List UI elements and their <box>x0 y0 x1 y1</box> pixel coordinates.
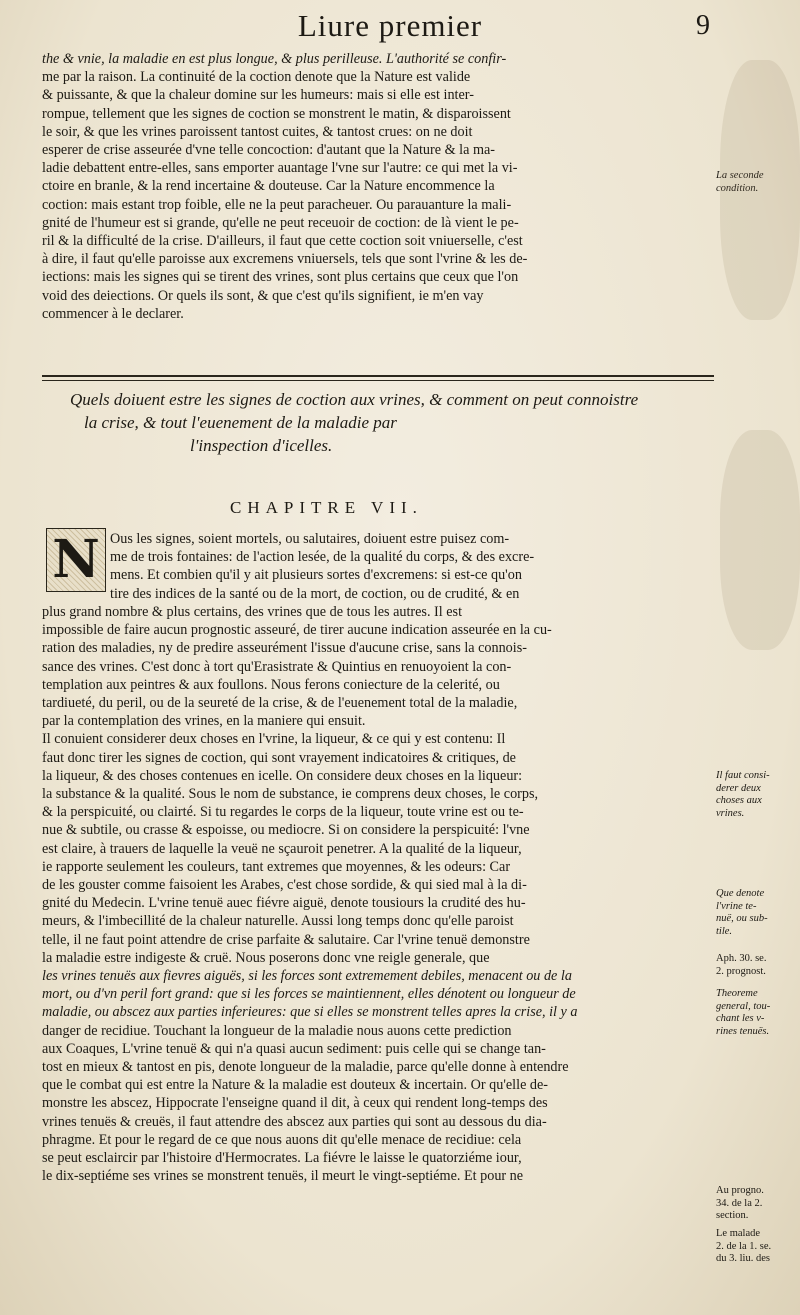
margin-note <box>716 888 798 938</box>
text-line: gnité de l'humeur est si grande, qu'elle ne peut receuoir de coction: de là vient le pe- <box>42 214 519 231</box>
text-line: vrines tenuës & creuës, il faut attendre des abscez aux parties qui sont au dessous du dia- <box>42 1113 547 1130</box>
text-line: que le combat qui est entre la Nature & la maladie est douteux & incertain. Or qu'elle de- <box>42 1077 549 1094</box>
text-line: nue & subtile, ou crasse & espoisse, ou mediocre. Si on considere la perspicuité: l'vne <box>42 822 530 839</box>
page-number: 9 <box>696 10 710 41</box>
text-line: sance des vrines. C'est donc à tort qu'Erasistrate & Quintius en renuoyoient la con- <box>42 658 512 675</box>
text-line: the & vnie, la maladie en est plus longue, & plus perilleuse. L'authorité se confir- <box>42 51 507 67</box>
text-line: me par la raison. La continuité de la coction denote que la Nature est valide <box>42 69 471 86</box>
text-line: ctoire en branle, & la rend incertaine & douteuse. Car la Nature encommence la <box>42 178 495 195</box>
text-line: monstre les abscez, Hippocrate l'enseigne quand il dit, à ceux qui rendent long-temps des <box>42 1095 548 1112</box>
margin-note <box>716 1228 798 1266</box>
margin-note-line: l'vrine te- <box>716 900 757 912</box>
margin-note-line: du 3. liu. des <box>716 1253 770 1264</box>
text-line: & puissante, & que la chaleur domine sur les humeurs: mais si elle est inter- <box>42 87 474 104</box>
text-line: coction: mais estant trop foible, elle ne la peut paracheuer. Ou parauanture la mali- <box>42 196 512 213</box>
margin-note-line: general, tou- <box>716 1000 771 1012</box>
text-line: ladie debattent entre-elles, sans emporter auantage l'vne sur l'autre: ce qui met la vi- <box>42 160 518 177</box>
text-line: danger de recidiue. Touchant la longueur de la maladie nous auons cette prediction <box>42 1022 512 1039</box>
section-rule <box>42 375 714 377</box>
text-line: mort, ou d'vn peril fort grand: que si les forces se maintiennent, elles dénotent ou longueur de <box>42 986 576 1003</box>
chapter-heading-line: l'inspection d'icelles. <box>190 436 333 455</box>
text-line: ration des maladies, ny de predire asseurément l'issue d'aucune crise, sans la connois- <box>42 640 527 657</box>
text-line: ie rapporte seulement les couleurs, tant extremes que moyennes, & les odeurs: Car <box>42 858 511 875</box>
text-line: templation aux peintres & aux foullons. Nous ferons coniecture de la celerité, ou <box>42 676 500 693</box>
text-line: meurs, & l'imbecillité de la chaleur naturelle. Aussi long temps donc qu'elle paroist <box>42 913 514 930</box>
initial-letter: N <box>52 529 100 590</box>
margin-note-line: section. <box>716 1210 749 1221</box>
margin-note-line: Au progno. <box>716 1185 764 1196</box>
text-line: la substance & la qualité. Sous le nom de substance, ie comprens deux choses, le corps, <box>42 786 539 803</box>
chapter-opening <box>110 530 704 603</box>
text-line: est claire, à trauers de laquelle la veuë ne sçauroit penetrer. A la qualité de la liqueur, <box>42 840 522 857</box>
text-line: le soir, & que les vrines paroissent tantost cuites, & tantost crues: on ne doit <box>42 123 473 140</box>
margin-note-line: nuë, ou sub- <box>716 913 768 924</box>
margin-note <box>716 770 798 820</box>
margin-note-line: 2. prognost. <box>716 965 766 977</box>
text-line: à dire, il faut qu'elle paroisse aux excremens vniuersels, tels que sont l'vrine & les de- <box>42 251 528 268</box>
text-line: me de trois fontaines: de l'action lesée, de la qualité du corps, & des excre- <box>110 549 535 566</box>
text-line: tost en mieux & tantost en pis, denote longueur de la maladie, parce qu'elle donne à entendre <box>42 1059 569 1076</box>
text-line: plus grand nombre & plus certains, des vrines que de tous les autres. Il est <box>42 604 463 620</box>
margin-note-line: Aph. 30. se. <box>716 953 767 964</box>
text-line: la maladie estre indigeste & cruë. Nous poserons donc vne reigle generale, que <box>42 949 490 966</box>
margin-note-line: 34. de la 2. <box>716 1197 763 1209</box>
text-line: tire des indices de la santé ou de la mort, de coction, ou de crudité, & en <box>110 585 520 602</box>
text-line: tardiueté, du peril, ou de la seureté de la crise, & de l'euenement total de la maladie, <box>42 695 518 712</box>
margin-note-line: Que denote <box>716 888 765 899</box>
text-line: & la perspicuité, ou clairté. Si tu regardes le corps de la liqueur, toute vrine est ou te- <box>42 804 524 821</box>
chapter-body <box>42 603 704 1186</box>
text-line: la liqueur, & des choses contenues en icelle. On considere deux choses en la liqueur: <box>42 767 523 784</box>
margin-note-line: vrines. <box>716 807 745 819</box>
text-line: Ous les signes, soient mortels, ou salutaires, doiuent estre puisez com- <box>110 531 510 547</box>
text-line: phragme. Et pour le regard de ce que nous auons dit qu'elle menace de recidiue: cela <box>42 1131 522 1148</box>
margin-note-line: Il faut consi- <box>716 770 770 781</box>
text-line: rompue, tellement que les signes de coction se monstrent le matin, & disparoissent <box>42 105 511 122</box>
text-line: maladie, ou abscez aux parties inferieures: que si elles se monstrent telles apres la crise, il y a <box>42 1004 578 1021</box>
text-line: aux Coaques, L'vrine tenuë & qui n'a quasi aucun sediment: puis celle qui se change tan- <box>42 1040 546 1057</box>
margin-note-line: rines tenuës. <box>716 1025 770 1037</box>
margin-note <box>716 1185 798 1223</box>
text-line: de les gouster comme faisoient les Arabes, c'est chose sordide, & qui sied mal à la di- <box>42 877 527 894</box>
text-line: telle, il ne faut point attendre de crise parfaite & salutaire. Car l'vrine tenuë demonstre <box>42 931 530 948</box>
margin-note-line: choses aux <box>716 795 762 806</box>
page-stain <box>720 430 800 650</box>
text-line: ril & la difficulté de la crise. D'ailleurs, il faut que cette coction soit vniuerselle, c'est <box>42 233 523 250</box>
text-line: se peut esclaircir par l'histoire d'Hermocrates. La fiévre le laisse le quatorziéme iour, <box>42 1150 522 1167</box>
chapter-number: CHAPITRE VII. <box>230 498 423 517</box>
text-line: faut donc tirer les signes de coction, qui sont vrayement indicatoires & critiques, de <box>42 749 516 766</box>
margin-note-line: chant les v- <box>716 1013 765 1024</box>
margin-note-line: Le malade <box>716 1228 761 1239</box>
text-line: impossible de faire aucun prognostic asseuré, de tirer aucune indication asseurée en la cu- <box>42 622 552 639</box>
text-line: par la contemplation des vrines, en la maniere qui ensuit. <box>42 713 366 730</box>
margin-note-line: 2. de la 1. se. <box>716 1240 772 1252</box>
chapter-heading-line: Quels doiuent estre les signes de coction aux vrines, & comment on peut connoistre <box>70 390 639 409</box>
text-line: gnité du Medecin. L'vrine tenuë auec fiévre aiguë, denote tousiours la crudité des hu- <box>42 895 526 912</box>
margin-note <box>716 953 798 978</box>
margin-note <box>716 988 798 1038</box>
running-head <box>150 8 710 48</box>
text-line: Il conuient considerer deux choses en l'vrine, la liqueur, & ce qui y est contenu: Il <box>42 731 506 748</box>
decorated-initial <box>46 528 106 592</box>
text-line: commencer à le declarer. <box>42 305 184 322</box>
chapter-heading <box>70 388 710 457</box>
text-line: le dix-septiéme ses vrines se monstrent tenuës, il meurt le vingt-septiéme. Et pour ne <box>42 1168 524 1185</box>
margin-note-line: Theoreme <box>716 988 758 999</box>
page-stain <box>720 60 800 320</box>
text-line: les vrines tenuës aux fievres aiguës, si les forces sont extremement debiles, menacent ou de la <box>42 968 572 985</box>
top-paragraph <box>42 50 704 323</box>
chapter-heading-line: la crise, & tout l'euenement de la maladie par <box>84 413 397 432</box>
text-line: esperer de crise asseurée d'vne telle concoction: d'autant que la Nature & la ma- <box>42 142 495 159</box>
margin-note-line: La seconde <box>716 170 764 181</box>
margin-note-line: condition. <box>716 182 759 194</box>
text-line: iections: mais les signes qui se tirent des vrines, sont plus certains que ceux que l'on <box>42 269 519 286</box>
margin-note-line: derer deux <box>716 782 761 794</box>
text-line: mens. Et combien qu'il y ait plusieurs sortes d'excremens: si est-ce qu'on <box>110 567 522 584</box>
text-line: void des deiections. Or quels ils sont, & que c'est qu'ils signifient, ie m'en vay <box>42 287 484 304</box>
section-rule-thin <box>42 380 714 381</box>
margin-note-line: tile. <box>716 925 733 937</box>
running-title: Liure premier <box>297 8 483 43</box>
